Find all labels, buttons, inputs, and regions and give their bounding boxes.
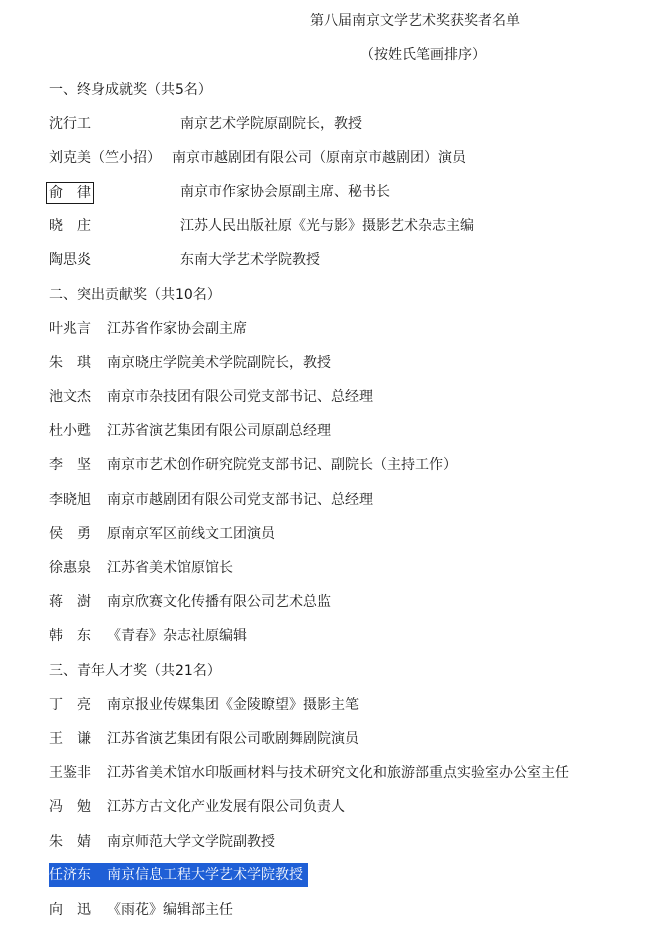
- list-item: [0, 353, 653, 373]
- entry-desc: 南京市越剧团有限公司党支部书记、总经理: [107, 492, 373, 508]
- list-item: [0, 832, 653, 852]
- section-heading-young-talent: 三、青年人才奖（共21名）: [49, 663, 221, 679]
- entry-desc: 南京艺术学院原副院长，教授: [180, 116, 362, 132]
- entry-desc: 原南京军区前线文工团演员: [107, 526, 275, 542]
- entry-desc: 南京市杂技团有限公司党支部书记、总经理: [107, 389, 373, 405]
- entry-desc: 江苏省演艺集团有限公司歌剧舞剧院演员: [107, 731, 359, 747]
- list-item: [0, 524, 653, 544]
- entry-name: 任济东: [49, 867, 91, 883]
- list-item: [0, 455, 653, 475]
- entry-desc: 南京欣赛文化传播有限公司艺术总监: [107, 594, 331, 610]
- entry-desc: 《青春》杂志社原编辑: [107, 628, 247, 644]
- list-item-selected[interactable]: [0, 865, 653, 885]
- list-item: [0, 216, 653, 236]
- entry-name: 沈行工: [49, 116, 91, 132]
- entry-name: 向 迅: [49, 902, 91, 918]
- list-item: [0, 490, 653, 510]
- list-item: [0, 148, 653, 168]
- list-item: [0, 592, 653, 612]
- list-item: [0, 797, 653, 817]
- list-item: [0, 695, 653, 715]
- entry-desc: 东南大学艺术学院教授: [180, 252, 320, 268]
- entry-desc: 南京晓庄学院美术学院副院长，教授: [107, 355, 331, 371]
- list-item: [0, 387, 653, 407]
- entry-name: 刘克美（竺小招）: [49, 150, 161, 166]
- document-title: 第八届南京文学艺术奖获奖者名单: [310, 13, 520, 29]
- entry-desc: 南京信息工程大学艺术学院教授: [107, 867, 303, 883]
- entry-desc: 《雨花》编辑部主任: [107, 902, 233, 918]
- list-item: [0, 250, 653, 270]
- entry-name: 韩 东: [49, 628, 91, 644]
- entry-desc: 南京报业传媒集团《金陵瞭望》摄影主笔: [107, 697, 359, 713]
- entry-name: 朱 婧: [49, 834, 91, 850]
- entry-desc: 南京市作家协会原副主席、秘书长: [180, 184, 390, 200]
- entry-name: 蒋 澍: [49, 594, 91, 610]
- entry-desc: 江苏方古文化产业发展有限公司负责人: [107, 799, 345, 815]
- list-item: [0, 114, 653, 134]
- entry-name: 王鉴非: [49, 765, 91, 781]
- entry-desc: 江苏省美术馆原馆长: [107, 560, 233, 576]
- entry-desc: 南京市艺术创作研究院党支部书记、副院长（主持工作）: [107, 457, 457, 473]
- entry-name: 王 谦: [49, 731, 91, 747]
- entry-desc: 江苏省演艺集团有限公司原副总经理: [107, 423, 331, 439]
- entry-name: 李 坚: [49, 457, 91, 473]
- entry-desc: 江苏人民出版社原《光与影》摄影艺术杂志主编: [180, 218, 474, 234]
- entry-desc: 南京市越剧团有限公司（原南京市越剧团）演员: [172, 150, 466, 166]
- entry-name: 冯 勉: [49, 799, 91, 815]
- document-subtitle: （按姓氏笔画排序）: [360, 47, 486, 63]
- entry-name-boxed: 俞 律: [46, 182, 94, 204]
- list-item: [0, 182, 653, 202]
- entry-name: 陶思炎: [49, 252, 91, 268]
- section-heading-contribution: 二、突出贡献奖（共10名）: [49, 287, 221, 303]
- list-item: [0, 900, 653, 920]
- list-item: [0, 729, 653, 749]
- section-heading-lifetime: 一、终身成就奖（共5名）: [49, 82, 212, 98]
- entry-desc: 江苏省作家协会副主席: [107, 321, 247, 337]
- list-item: [0, 319, 653, 339]
- entry-name: 晓 庄: [49, 218, 91, 234]
- entry-name: 杜小甦: [49, 423, 91, 439]
- list-item: [0, 626, 653, 646]
- entry-desc: 南京师范大学文学院副教授: [107, 834, 275, 850]
- entry-name: 叶兆言: [49, 321, 91, 337]
- entry-desc: 江苏省美术馆水印版画材料与技术研究文化和旅游部重点实验室办公室主任: [107, 765, 569, 781]
- entry-name: 丁 亮: [49, 697, 91, 713]
- entry-name: 李晓旭: [49, 492, 91, 508]
- entry-name: 侯 勇: [49, 526, 91, 542]
- entry-name: 徐惠泉: [49, 560, 91, 576]
- list-item: [0, 558, 653, 578]
- entry-name: 朱 琪: [49, 355, 91, 371]
- list-item: [0, 421, 653, 441]
- list-item: [0, 763, 653, 783]
- entry-name: 池文杰: [49, 389, 91, 405]
